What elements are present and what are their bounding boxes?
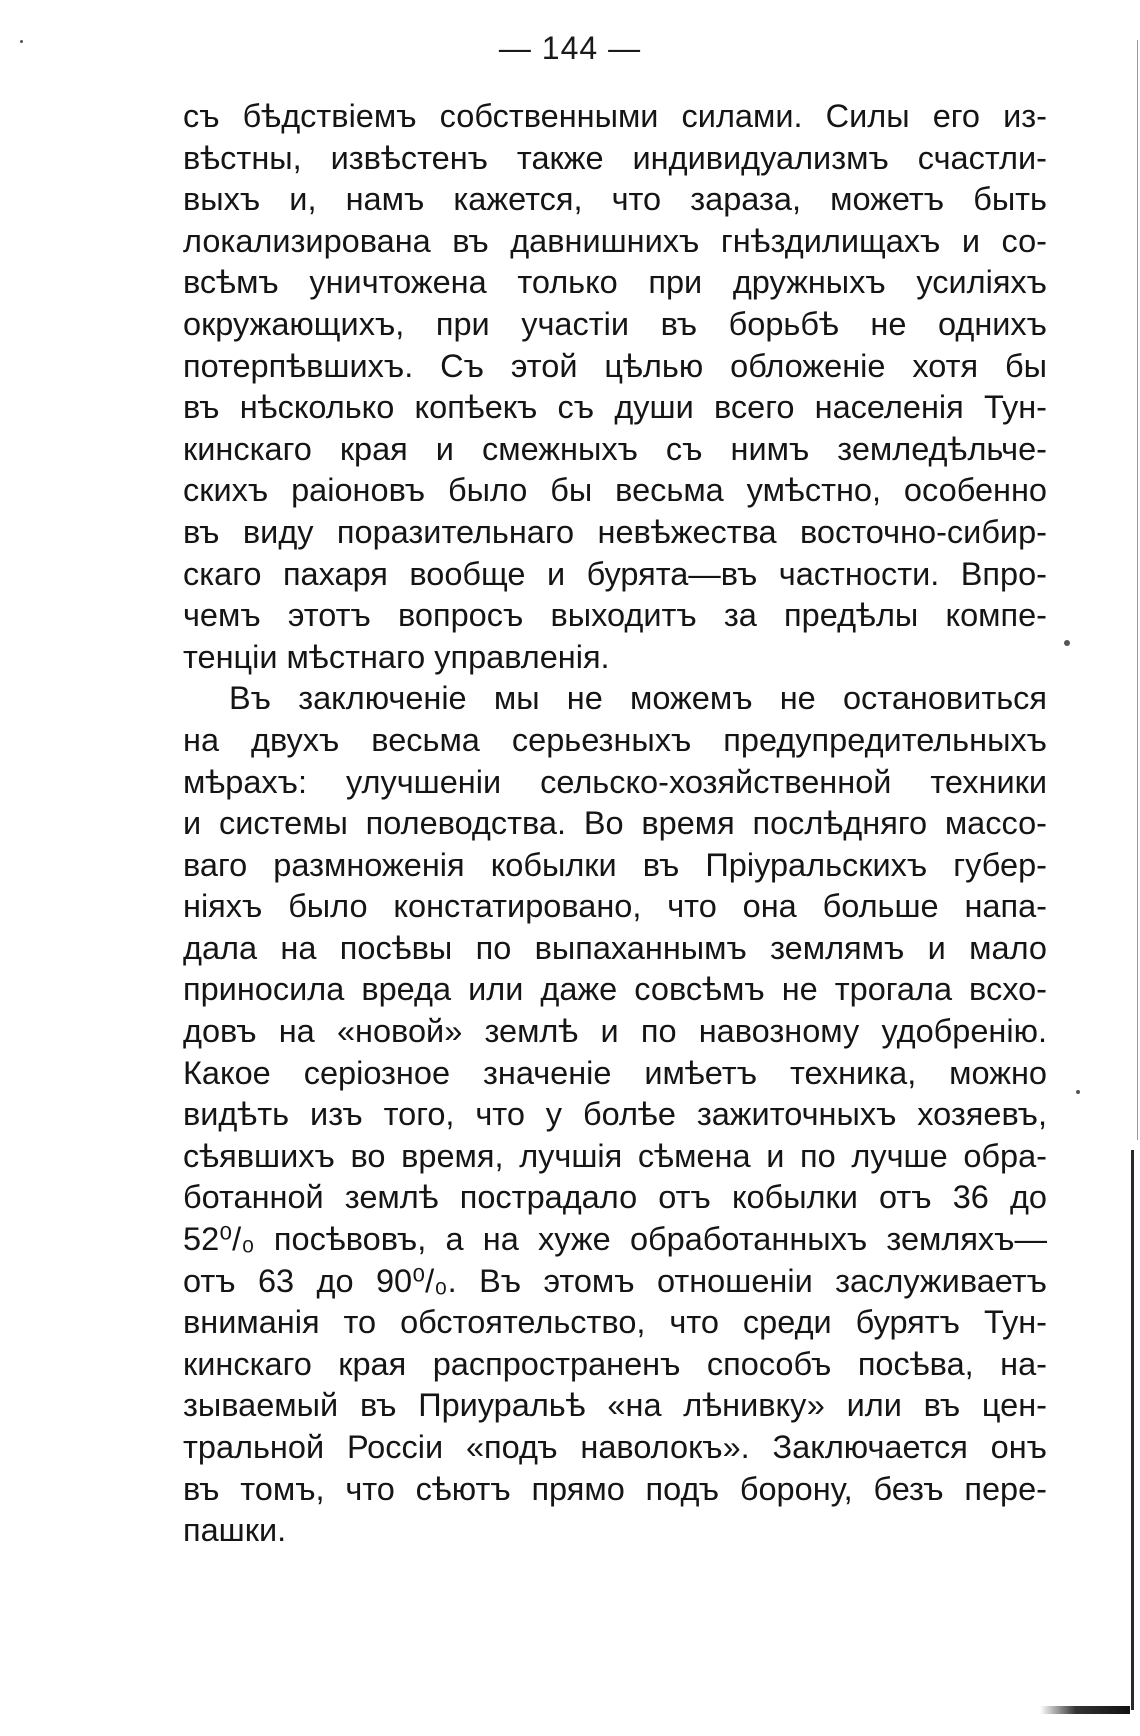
text-line: скихъ раіоновъ было бы весьма умѣстно, особенно [183, 472, 1047, 509]
page-number: — 144 — [498, 30, 642, 66]
scan-speck [1064, 640, 1070, 646]
scan-smudge [1040, 1706, 1130, 1714]
text-line: мѣрахъ: улучшеніи сельско-хозяйственной техники [183, 763, 1047, 800]
text-line: ваго размноженія кобылки въ Пріуральскихъ губер- [183, 846, 1047, 883]
text-line: тенціи мѣстнаго управленія. [183, 638, 610, 675]
text-line: выхъ и, намъ кажется, что зараза, можетъ быть [183, 181, 1047, 218]
scan-edge-shadow [1137, 40, 1138, 1140]
text-line: кинскаго края и смежныхъ съ нимъ земледѣльче- [183, 430, 1047, 467]
text-line: вниманія то обстоятельство, что среди бурятъ Тун- [183, 1304, 1047, 1341]
text-line: пашки. [183, 1512, 287, 1549]
text-line: зываемый въ Приуральѣ «на лѣнивку» или въ цен- [183, 1387, 1047, 1424]
text-line: Какое серіозное значеніе имѣетъ техника, можно [183, 1054, 1047, 1091]
text-line: всѣмъ уничтожена только при дружныхъ усиліяхъ [183, 264, 1047, 301]
text-line: Въ заключеніе мы не можемъ не остановиться [229, 680, 1047, 717]
text-line: на двухъ весьма серьезныхъ предупредительныхъ [183, 721, 1047, 758]
scan-speck [1076, 1090, 1080, 1094]
text-line: въ томъ, что сѣютъ прямо подъ борону, безъ пере- [183, 1470, 1047, 1507]
text-line: въ виду поразительнаго невѣжества восточно-сибир- [183, 513, 1047, 550]
text-line: вѣстны, извѣстенъ также индивидуализмъ счастли- [183, 139, 1047, 176]
text-line: ніяхъ было констатировано, что она больше напа- [183, 888, 1047, 925]
scan-speck [20, 40, 23, 43]
text-line: тральной Россіи «подъ наволокъ». Заключается онъ [183, 1429, 1047, 1465]
text-line: окружающихъ, при участіи въ борьбѣ не однихъ [183, 305, 1047, 342]
text-line: дала на посѣвы по выпаханнымъ землямъ и мало [183, 929, 1047, 966]
text-line: локализирована въ давнишнихъ гнѣздилищахъ и со- [183, 222, 1047, 259]
text-line: потерпѣвшихъ. Съ этой цѣлью обложеніе хотя бы [183, 347, 1047, 384]
text-line: кинскаго края распространенъ способъ посѣва, на- [183, 1345, 1047, 1382]
scan-edge-border [1131, 1150, 1134, 1710]
text-line: приносила вреда или даже совсѣмъ не трогала всхо- [183, 971, 1047, 1008]
text-line: ботанной землѣ пострадало отъ кобылки отъ 36 до [183, 1179, 1047, 1216]
text-line: сѣявшихъ во время, лучшія сѣмена и по лучше обра- [183, 1137, 1047, 1174]
text-line: чемъ этотъ вопросъ выходитъ за предѣлы компе- [183, 597, 1047, 634]
text-line: съ бѣдствіемъ собственными силами. Силы его из- [183, 98, 1047, 134]
text-line: 52⁰/₀ посѣвовъ, а на хуже обработанныхъ земляхъ— [183, 1221, 1047, 1258]
text-line: видѣть изъ того, что у болѣе зажиточныхъ хозяевъ, [183, 1096, 1047, 1133]
text-line: въ нѣсколько копѣекъ съ души всего населенія Тун- [183, 389, 1047, 426]
text-line: отъ 63 до 90⁰/₀. Въ этомъ отношеніи заслуживаетъ [183, 1262, 1047, 1299]
text-line: и системы полеводства. Во время послѣдняго массо- [183, 805, 1047, 842]
body-text [183, 96, 1047, 1552]
text-line: довъ на «новой» землѣ и по навозному удобренію. [183, 1013, 1047, 1050]
text-line: скаго пахаря вообще и бурята—въ частности. Впро- [183, 555, 1047, 592]
